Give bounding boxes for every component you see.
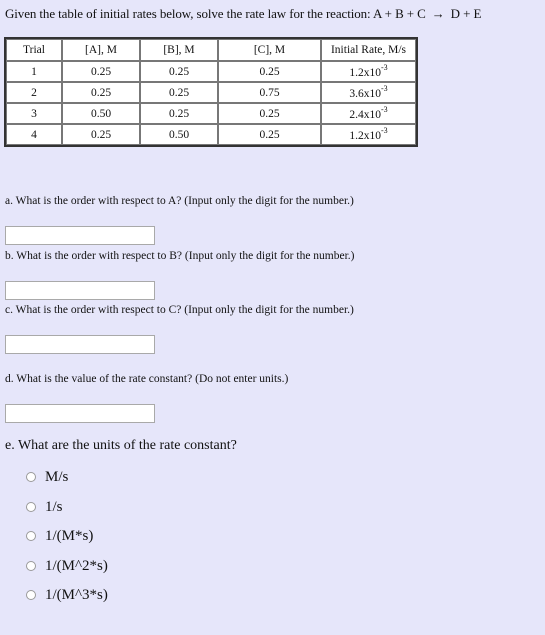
rate-base: 2.4x10 (349, 108, 381, 121)
cell-b: 0.25 (140, 82, 218, 103)
units-option-per-m2-s[interactable] (26, 556, 108, 576)
rate-base: 1.2x10 (349, 129, 381, 142)
option-label: 1/(M^2*s) (45, 557, 108, 574)
cell-a: 0.25 (62, 124, 140, 145)
cell-a: 0.25 (62, 61, 140, 82)
question-c: c. What is the order with respect to C? (Input only the digit for the number.) (5, 304, 354, 316)
cell-trial: 1 (6, 61, 62, 82)
intro-text (5, 6, 481, 22)
radio-icon[interactable] (26, 561, 36, 571)
radio-icon[interactable] (26, 590, 36, 600)
table-row (6, 82, 416, 103)
cell-c: 0.25 (218, 61, 321, 82)
header-a: [A], M (62, 39, 140, 61)
units-option-per-m-s[interactable] (26, 526, 93, 546)
answer-c-input[interactable] (5, 335, 155, 354)
table-row (6, 124, 416, 145)
cell-c: 0.25 (218, 124, 321, 145)
cell-rate (321, 103, 416, 124)
answer-d-input[interactable] (5, 404, 155, 423)
units-option-per-m3-s[interactable] (26, 585, 108, 605)
cell-a: 0.25 (62, 82, 140, 103)
answer-a-input[interactable] (5, 226, 155, 245)
table-header-row (6, 39, 416, 61)
option-label: 1/(M^3*s) (45, 586, 108, 603)
units-option-per-s[interactable] (26, 497, 63, 517)
question-e: e. What are the units of the rate constant? (5, 438, 237, 453)
units-option-m-per-s[interactable] (26, 467, 68, 487)
header-c: [C], M (218, 39, 321, 61)
rate-exponent: -3 (380, 105, 388, 115)
option-label: M/s (45, 468, 69, 485)
question-b: b. What is the order with respect to B? (Input only the digit for the number.) (5, 250, 355, 262)
header-rate: Initial Rate, M/s (321, 39, 416, 61)
rate-base: 1.2x10 (349, 66, 381, 79)
intro-reaction-text: Given the table of initial rates below, solve the rate law for the reaction: A + B + C (5, 6, 426, 21)
radio-icon[interactable] (26, 502, 36, 512)
question-a: a. What is the order with respect to A? (Input only the digit for the number.) (5, 195, 354, 207)
question-d: d. What is the value of the rate constant? (Do not enter units.) (5, 373, 289, 385)
intro-products: D + E (450, 6, 482, 21)
cell-trial: 3 (6, 103, 62, 124)
cell-b: 0.25 (140, 103, 218, 124)
option-label: 1/(M*s) (45, 527, 94, 544)
cell-trial: 2 (6, 82, 62, 103)
radio-icon[interactable] (26, 472, 36, 482)
initial-rates-table (4, 37, 418, 147)
radio-icon[interactable] (26, 531, 36, 541)
cell-rate (321, 61, 416, 82)
cell-rate (321, 124, 416, 145)
header-b: [B], M (140, 39, 218, 61)
rate-exponent: -3 (380, 63, 388, 73)
rate-base: 3.6x10 (349, 87, 381, 100)
cell-b: 0.50 (140, 124, 218, 145)
cell-c: 0.75 (218, 82, 321, 103)
table-row (6, 103, 416, 124)
option-label: 1/s (45, 498, 63, 515)
table-row (6, 61, 416, 82)
rate-exponent: -3 (380, 126, 388, 136)
answer-b-input[interactable] (5, 281, 155, 300)
cell-b: 0.25 (140, 61, 218, 82)
header-trial: Trial (6, 39, 62, 61)
cell-a: 0.50 (62, 103, 140, 124)
cell-rate (321, 82, 416, 103)
reaction-arrow-icon: → (431, 6, 445, 21)
cell-c: 0.25 (218, 103, 321, 124)
rate-exponent: -3 (380, 84, 388, 94)
cell-trial: 4 (6, 124, 62, 145)
